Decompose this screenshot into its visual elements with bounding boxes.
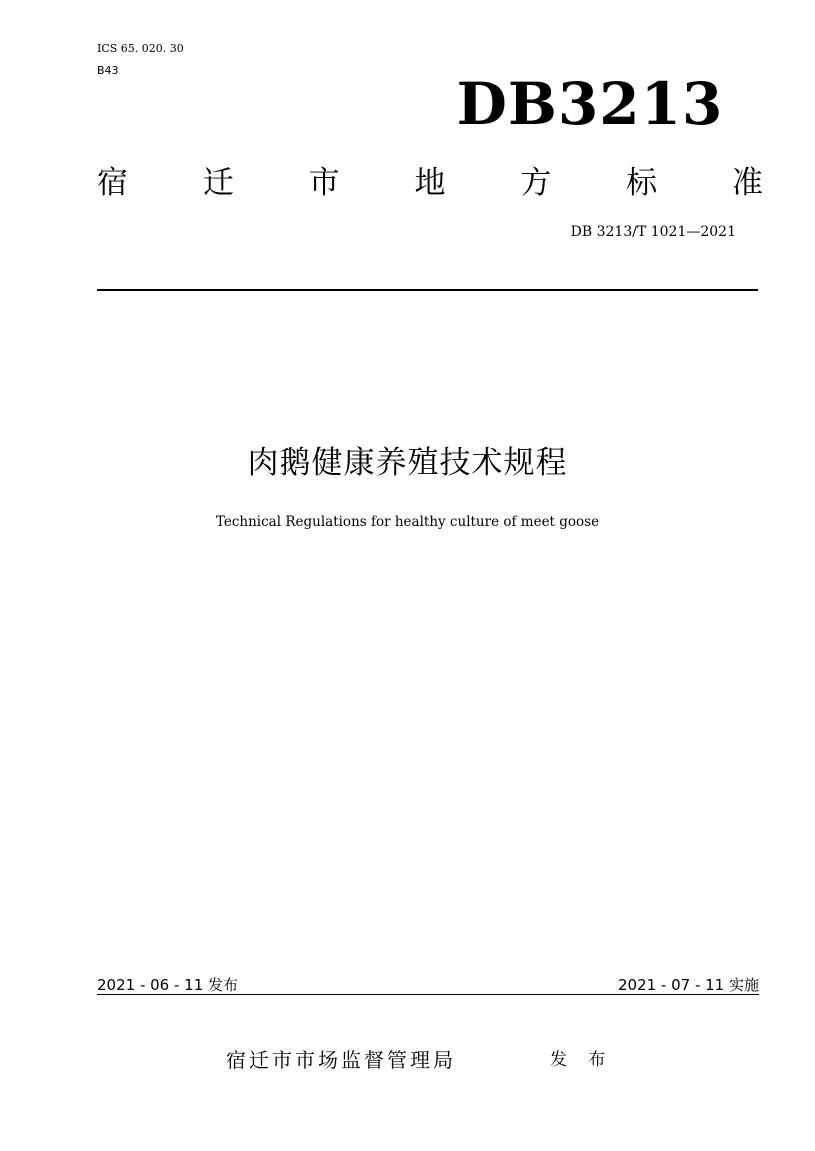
standard-type-char: 迁 (202, 164, 234, 201)
standard-type-char: 市 (308, 164, 340, 201)
standard-type-char: 地 (414, 164, 446, 201)
standard-type-char: 标 (626, 164, 658, 201)
ics-code: ICS 65. 020. 30 (97, 42, 184, 55)
db-code-logo: DB3213 (456, 70, 724, 138)
standard-type-char: 准 (731, 164, 763, 201)
classification-code: B43 (97, 64, 119, 77)
standard-type-heading (97, 156, 763, 202)
issue-date: 2021 - 06 - 11 发布 (97, 976, 239, 994)
bottom-divider (97, 994, 759, 995)
publisher-name: 宿迁市市场监督管理局 (226, 1048, 456, 1072)
standard-number: DB 3213/T 1021—2021 (570, 224, 736, 240)
title-english: Technical Regulations for healthy culture of meet goose (215, 514, 600, 530)
standard-type-char: 方 (520, 164, 552, 201)
title-chinese: 肉鹅健康养殖技术规程 (247, 445, 568, 481)
publish-label: 发 布 (550, 1050, 614, 1070)
top-divider (97, 289, 758, 291)
standard-type-char: 宿 (97, 164, 128, 201)
implement-date: 2021 - 07 - 11 实施 (617, 976, 759, 994)
